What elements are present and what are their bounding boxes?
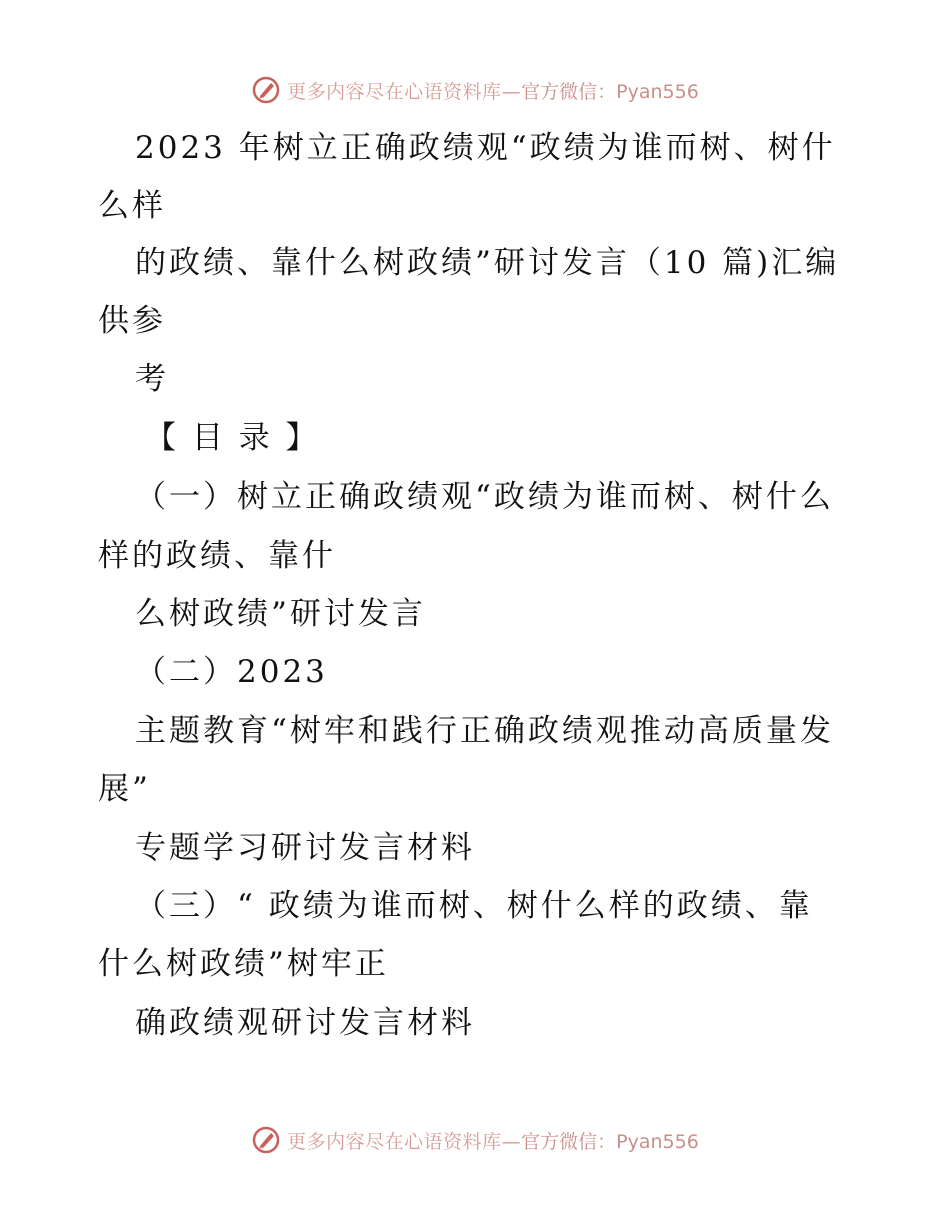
title-line-1: 2023 年树立正确政绩观“政绩为谁而树、树什 [135, 130, 836, 166]
toc-item-2-line-2: 主题教育“树牢和践行正确政绩观推动高质量发 [135, 713, 834, 749]
watermark-banner-top [0, 70, 950, 110]
title-line-4: 供参 [98, 303, 166, 339]
toc-heading: 【 目 录 】 [145, 420, 320, 456]
toc-item-2-line-1: （二）2023 [135, 654, 328, 690]
watermark-wechat: 官方微信：Pyan556 [521, 80, 699, 103]
toc-item-3-line-1: （三）“ 政绩为谁而树、树什么样的政绩、靠 [135, 888, 813, 924]
toc-item-2-line-3: 展” [98, 771, 151, 807]
toc-item-3-line-2: 什么树政绩”树牢正 [98, 946, 389, 982]
toc-item-3-line-3: 确政绩观研讨发言材料 [135, 1005, 475, 1041]
watermark-banner-bottom [0, 1120, 950, 1160]
title-line-3: 的政绩、靠什么树政绩”研讨发言（10 篇)汇编 [135, 245, 840, 281]
watermark-text: 更多内容尽在心语资料库— [287, 80, 522, 103]
toc-item-2-line-4: 专题学习研讨发言材料 [135, 830, 475, 866]
toc-item-1-line-3: 么树政绩”研讨发言 [135, 596, 426, 632]
pen-logo-icon [251, 1125, 281, 1155]
watermark-wechat: 官方微信：Pyan556 [521, 1130, 699, 1153]
watermark-text: 更多内容尽在心语资料库— [287, 1130, 522, 1153]
title-line-2: 么样 [98, 188, 166, 224]
toc-item-1-line-2: 样的政绩、靠什 [98, 538, 336, 574]
title-line-5: 考 [135, 361, 169, 397]
pen-logo-icon [251, 75, 281, 105]
toc-item-1-line-1: （一）树立正确政绩观“政绩为谁而树、树什么 [135, 479, 834, 515]
